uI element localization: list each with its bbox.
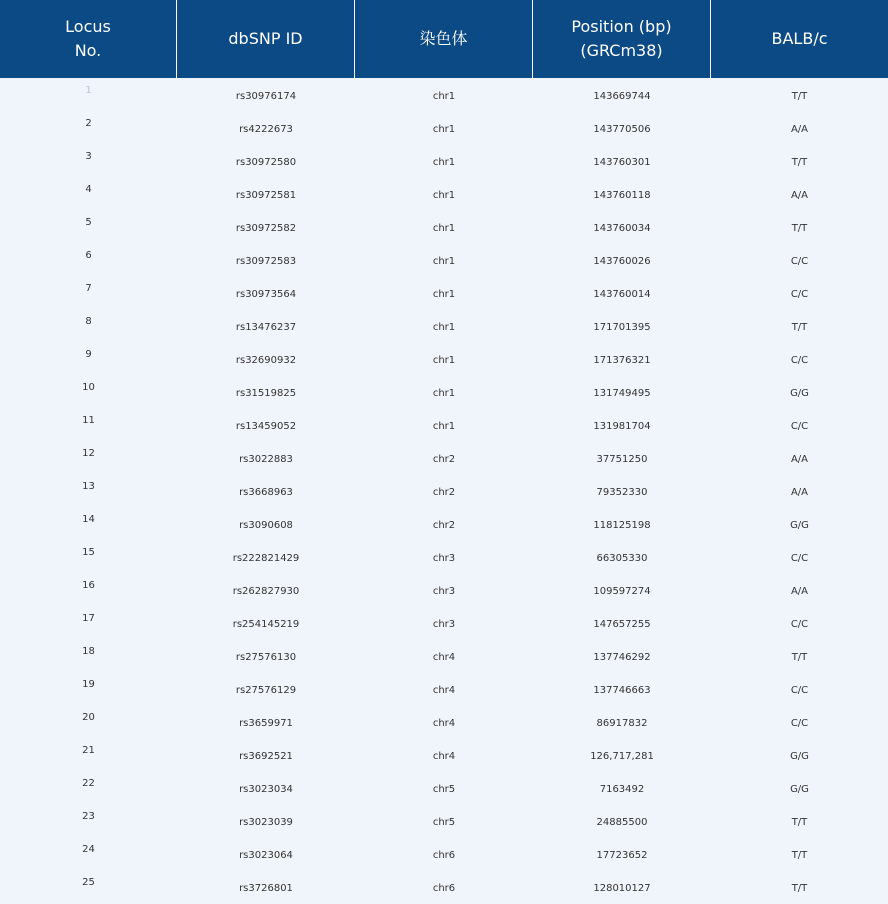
- cell-position: 37751250: [596, 454, 648, 465]
- cell-locus-no: 5: [85, 217, 92, 228]
- cell-dbsnp-id: rs30976174: [235, 91, 297, 102]
- table-row: [0, 705, 888, 738]
- table-row: [0, 738, 888, 771]
- cell-position: 86917832: [596, 718, 648, 729]
- cell-balbc: T/T: [791, 850, 808, 861]
- table-row: [0, 573, 888, 606]
- cell-dbsnp-id: rs3726801: [239, 883, 293, 894]
- cell-locus-no: 13: [82, 481, 95, 492]
- table-row: [0, 639, 888, 672]
- cell-chromosome: chr6: [432, 883, 456, 894]
- cell-dbsnp-id: rs30972580: [235, 157, 297, 168]
- table-body: [0, 78, 888, 903]
- cell-dbsnp-id: rs30972581: [235, 190, 297, 201]
- cell-balbc: T/T: [791, 817, 808, 828]
- cell-position: 128010127: [593, 883, 651, 894]
- cell-dbsnp-id: rs30973564: [235, 289, 297, 300]
- cell-position: 66305330: [596, 553, 648, 564]
- cell-locus-no: 18: [82, 646, 95, 657]
- table-row: [0, 111, 888, 144]
- cell-balbc: A/A: [790, 124, 809, 135]
- cell-locus-no: 24: [82, 844, 95, 855]
- cell-balbc: A/A: [790, 487, 809, 498]
- cell-dbsnp-id: rs3090608: [239, 520, 293, 531]
- cell-position: 143760118: [593, 190, 651, 201]
- cell-dbsnp-id: rs27576129: [235, 685, 297, 696]
- table-row: [0, 474, 888, 507]
- cell-position: 118125198: [593, 520, 651, 531]
- cell-chromosome: chr1: [432, 289, 456, 300]
- cell-position: 109597274: [593, 586, 651, 597]
- cell-chromosome: chr3: [432, 586, 456, 597]
- cell-locus-no: 22: [82, 778, 95, 789]
- cell-dbsnp-id: rs222821429: [232, 553, 300, 564]
- header-dbsnp-id: dbSNP ID: [177, 0, 355, 78]
- table-row: [0, 210, 888, 243]
- cell-dbsnp-id: rs3023064: [239, 850, 293, 861]
- cell-balbc: G/G: [790, 751, 809, 762]
- cell-locus-no: 2: [85, 118, 92, 129]
- cell-dbsnp-id: rs30972583: [235, 256, 297, 267]
- cell-balbc: A/A: [790, 586, 809, 597]
- cell-balbc: C/C: [790, 685, 809, 696]
- cell-dbsnp-id: rs3023034: [239, 784, 293, 795]
- cell-locus-no: 23: [82, 811, 95, 822]
- cell-chromosome: chr4: [432, 685, 456, 696]
- table-row: [0, 672, 888, 705]
- cell-balbc: C/C: [790, 619, 809, 630]
- cell-position: 131749495: [593, 388, 651, 399]
- table-row: [0, 507, 888, 540]
- cell-dbsnp-id: rs3659971: [239, 718, 293, 729]
- cell-balbc: C/C: [790, 553, 809, 564]
- cell-position: 137746663: [593, 685, 651, 696]
- cell-chromosome: chr4: [432, 652, 456, 663]
- cell-dbsnp-id: rs254145219: [232, 619, 300, 630]
- cell-position: 143770506: [593, 124, 651, 135]
- cell-chromosome: chr1: [432, 388, 456, 399]
- cell-locus-no: 11: [82, 415, 95, 426]
- header-chromosome: 染色体: [355, 0, 533, 78]
- cell-chromosome: chr1: [432, 256, 456, 267]
- cell-dbsnp-id: rs3668963: [239, 487, 293, 498]
- cell-position: 143760014: [593, 289, 651, 300]
- table-row: [0, 78, 888, 111]
- cell-balbc: C/C: [790, 289, 809, 300]
- cell-locus-no: 9: [85, 349, 92, 360]
- header-position: Position (bp) (GRCm38): [533, 0, 711, 78]
- cell-chromosome: chr3: [432, 619, 456, 630]
- table-row: [0, 243, 888, 276]
- cell-locus-no: 21: [82, 745, 95, 756]
- cell-dbsnp-id: rs4222673: [239, 124, 293, 135]
- cell-dbsnp-id: rs30972582: [235, 223, 297, 234]
- table-row: [0, 837, 888, 870]
- cell-chromosome: chr3: [432, 553, 456, 564]
- cell-locus-no: 12: [82, 448, 95, 459]
- cell-position: 7163492: [599, 784, 645, 795]
- cell-balbc: C/C: [790, 421, 809, 432]
- cell-position: 143760034: [593, 223, 651, 234]
- cell-balbc: C/C: [790, 718, 809, 729]
- cell-locus-no: 7: [85, 283, 92, 294]
- cell-dbsnp-id: rs32690932: [235, 355, 297, 366]
- cell-position: 171701395: [593, 322, 651, 333]
- cell-chromosome: chr1: [432, 190, 456, 201]
- cell-dbsnp-id: rs13459052: [235, 421, 297, 432]
- cell-balbc: G/G: [790, 388, 809, 399]
- cell-balbc: T/T: [791, 223, 808, 234]
- cell-locus-no: 8: [85, 316, 92, 327]
- cell-chromosome: chr5: [432, 817, 456, 828]
- cell-position: 137746292: [593, 652, 651, 663]
- cell-balbc: C/C: [790, 355, 809, 366]
- cell-chromosome: chr4: [432, 718, 456, 729]
- cell-chromosome: chr1: [432, 322, 456, 333]
- cell-balbc: G/G: [790, 784, 809, 795]
- cell-balbc: A/A: [790, 454, 809, 465]
- cell-position: 126,717,281: [590, 751, 654, 762]
- cell-position: 143669744: [593, 91, 651, 102]
- cell-position: 24885500: [596, 817, 648, 828]
- table-row: [0, 771, 888, 804]
- table-row: [0, 144, 888, 177]
- cell-dbsnp-id: rs3022883: [239, 454, 293, 465]
- cell-chromosome: chr1: [432, 421, 456, 432]
- cell-dbsnp-id: rs262827930: [232, 586, 300, 597]
- cell-locus-no: 3: [85, 151, 92, 162]
- table-row: [0, 441, 888, 474]
- cell-chromosome: chr2: [432, 454, 456, 465]
- cell-locus-no: 19: [82, 679, 95, 690]
- table-row: [0, 276, 888, 309]
- cell-chromosome: chr4: [432, 751, 456, 762]
- cell-balbc: G/G: [790, 520, 809, 531]
- cell-position: 143760301: [593, 157, 651, 168]
- cell-chromosome: chr1: [432, 157, 456, 168]
- cell-chromosome: chr5: [432, 784, 456, 795]
- cell-locus-no: 17: [82, 613, 95, 624]
- cell-balbc: T/T: [791, 652, 808, 663]
- cell-position: 131981704: [593, 421, 651, 432]
- cell-position: 171376321: [593, 355, 651, 366]
- table-row: [0, 309, 888, 342]
- table-row: [0, 804, 888, 837]
- cell-position: 17723652: [596, 850, 648, 861]
- table-row: [0, 606, 888, 639]
- cell-locus-no: 1: [85, 85, 92, 96]
- cell-chromosome: chr2: [432, 487, 456, 498]
- cell-locus-no: 25: [82, 877, 95, 888]
- table-row: [0, 177, 888, 210]
- cell-chromosome: chr1: [432, 223, 456, 234]
- cell-dbsnp-id: rs3023039: [239, 817, 293, 828]
- cell-chromosome: chr1: [432, 355, 456, 366]
- table-row: [0, 540, 888, 573]
- cell-locus-no: 20: [82, 712, 95, 723]
- cell-locus-no: 10: [82, 382, 95, 393]
- cell-balbc: C/C: [790, 256, 809, 267]
- cell-position: 79352330: [596, 487, 648, 498]
- table-row: [0, 408, 888, 441]
- table-row: [0, 375, 888, 408]
- cell-chromosome: chr2: [432, 520, 456, 531]
- cell-locus-no: 16: [82, 580, 95, 591]
- cell-balbc: T/T: [791, 157, 808, 168]
- table-row: [0, 870, 888, 903]
- cell-position: 143760026: [593, 256, 651, 267]
- cell-locus-no: 6: [85, 250, 92, 261]
- header-balbc: BALB/c: [771, 29, 828, 48]
- cell-dbsnp-id: rs13476237: [235, 322, 297, 333]
- header-locus-no: Locus No.: [0, 0, 177, 78]
- cell-chromosome: chr1: [432, 124, 456, 135]
- cell-balbc: A/A: [790, 190, 809, 201]
- cell-balbc: T/T: [791, 91, 808, 102]
- cell-locus-no: 15: [82, 547, 95, 558]
- table-header: [0, 0, 888, 78]
- table-row: [0, 342, 888, 375]
- cell-dbsnp-id: rs31519825: [235, 388, 297, 399]
- cell-dbsnp-id: rs27576130: [235, 652, 297, 663]
- cell-balbc: T/T: [791, 322, 808, 333]
- cell-chromosome: chr6: [432, 850, 456, 861]
- cell-chromosome: chr1: [432, 91, 456, 102]
- cell-dbsnp-id: rs3692521: [239, 751, 293, 762]
- cell-position: 147657255: [593, 619, 651, 630]
- cell-locus-no: 14: [82, 514, 95, 525]
- cell-balbc: T/T: [791, 883, 808, 894]
- cell-locus-no: 4: [85, 184, 92, 195]
